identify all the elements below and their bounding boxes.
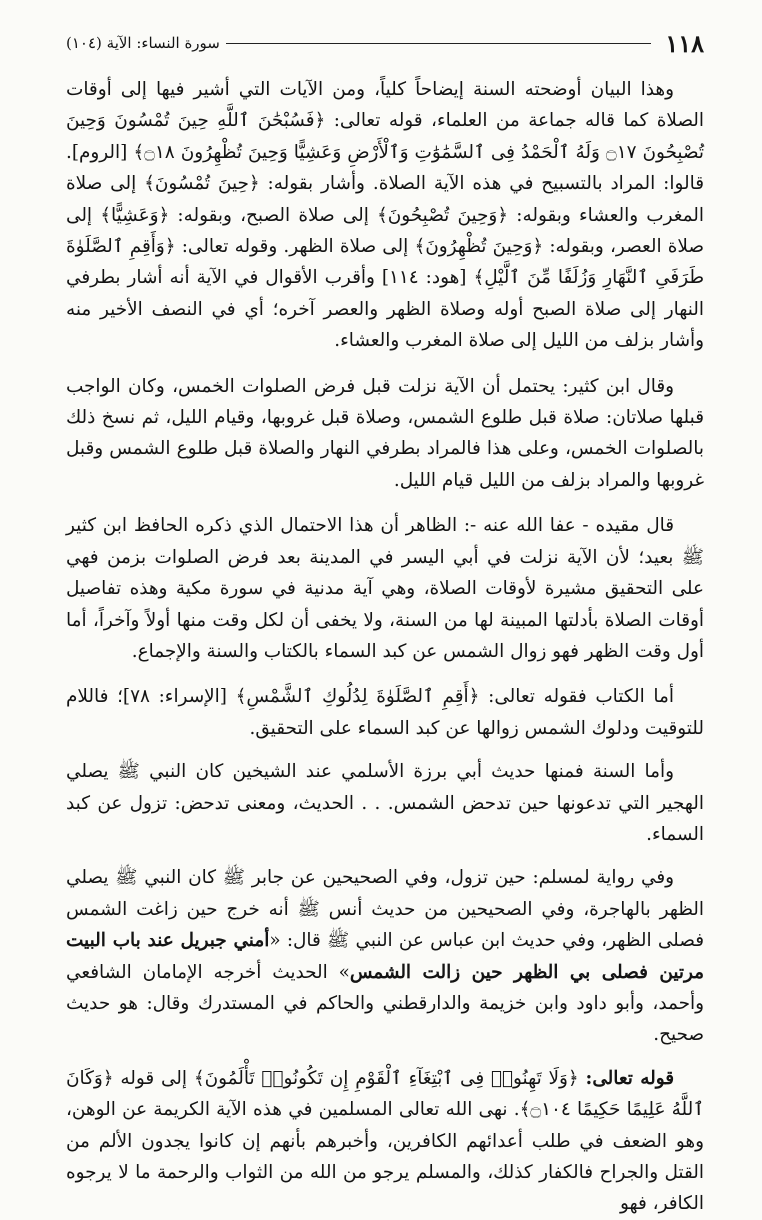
surah-title: سورة النساء: الآية (١٠٤) — [66, 34, 220, 52]
verse-commentary: ﴿وَلَا تَهِنُوا۟ فِى ٱبْتِغَآءِ ٱلْقَوْمِ إِن تَكُونُوا۟ تَأْلَمُونَ﴾ إلى قوله ﴿وَكَانَ ٱللَّهُ عَلِيمًا حَكِيمًا ۝١٠٤﴾. نهى الله تعالى المسلمين في هذه الآية الكريمة عن الوهن، وهو الضعف في طلب أعدائهم الكافرين، وأخبرهم بأنهم إن كانوا يجدون الألم من القتل والجراح فالكفار كذلك، والمسلم يرجو من الله من الثواب والرحمة ما لا يرجوه الكافر، فهو — [66, 1067, 704, 1215]
hadith-quote: أمني جبريل عند باب البيت مرتين فصلى بي الظهر حين زالت الشمس — [66, 930, 704, 983]
paragraph-quran-evidence: أما الكتاب فقوله تعالى: ﴿أَقِمِ ٱلصَّلَوٰةَ لِدُلُوكِ ٱلشَّمْسِ﴾ [الإسراء: ٧٨]؛ فاللام للتوقيت ودلوك الشمس زوالها عن كبد السماء على التحقيق. — [66, 686, 704, 739]
paragraph-muslim-narration — [66, 862, 704, 1050]
paragraph-ibn-kathir: وقال ابن كثير: يحتمل أن الآية نزلت قبل فرض الصلوات الخمس، وكان الواجب قبلها صلاتان: صلاة قبل طلوع الشمس، وصلاة قبل غروبها، وقيام الليل، ثم نسخ ذلك بالصلوات الخمس، وعلى هذا فالمراد بطرفي النهار والصلاة قبل طلوع الشمس وقبل غروبها والمراد بزلف من الليل قيام الليل. — [66, 375, 704, 491]
paragraph-author-comment: قال مقيده - عفا الله عنه -: الظاهر أن هذا الاحتمال الذي ذكره الحافظ ابن كثير ﷺ بعيد؛ لأن الآية نزلت في أبي اليسر في المدينة بعد فرض الصلوات بزمن فهي على التحقيق مشيرة لأوقات الصلاة، وهي آية مدنية في سورة مكية وهذه تفاصيل أوقات الصلاة بأدلتها المبينة لها من السنة، ولا يخفى أن لكل وقت منها أولاً وآخراً، أما أول وقت الظهر فهو زوال الشمس عن كبد السماء بالكتاب والسنة والإجماع. — [66, 515, 704, 662]
body-text — [66, 74, 704, 1220]
paragraph-prayer-times: وهذا البيان أوضحته السنة إيضاحاً كلياً، ومن الآيات التي أشير فيها إلى أوقات الصلاة كما قاله جماعة من العلماء، قوله تعالى: ﴿فَسُبْحَٰنَ ٱللَّهِ حِينَ تُمْسُونَ وَحِينَ تُصْبِحُونَ ۝١٧ وَلَهُ ٱلْحَمْدُ فِى ٱلسَّمَٰوَٰتِ وَٱلْأَرْضِ وَعَشِيًّا وَحِينَ تُظْهِرُونَ ۝١٨﴾ [الروم]. قالوا: المراد بالتسبيح في هذه الآية الصلاة. وأشار بقوله: ﴿حِينَ تُمْسُونَ﴾ إلى صلاة المغرب والعشاء وبقوله: ﴿وَحِينَ تُصْبِحُونَ﴾ إلى صلاة الصبح، وبقوله: ﴿وَعَشِيًّا﴾ إلى صلاة العصر، وبقوله: ﴿وَحِينَ تُظْهِرُونَ﴾ إلى صلاة الظهر. وقوله تعالى: ﴿وَأَقِمِ ٱلصَّلَوٰةَ طَرَفَىِ ٱلنَّهَارِ وَزُلَفًا مِّنَ ٱلَّيْلِ﴾ [هود: ١١٤] وأقرب الأقوال في الآية أنه أشار بطرفي النهار إلى صلاة الصبح أوله وصلاة الظهر والعصر آخره؛ أي في النصف الأخير منه وأشار بزلف من الليل إلى صلاة المغرب والعشاء. — [66, 79, 704, 352]
paragraph-sunnah-evidence: وأما السنة فمنها حديث أبي برزة الأسلمي عند الشيخين كان النبي ﷺ يصلي الهجير التي تدعونها حين تدحض الشمس. . . الحديث، ومعنى تدحض: تزول عن كبد السماء. — [66, 761, 704, 845]
narration-text-before: وفي رواية لمسلم: حين تزول، وفي الصحيحين عن جابر ﷺ كان النبي ﷺ يصلي الظهر بالهاجرة، وفي الصحيحين من حديث أنس ﷺ أنه خرج حين زاغت الشمس فصلى الظهر، وفي حديث ابن عباس عن النبي ﷺ قال: « — [66, 867, 704, 952]
verse-heading: قوله تعالى: — [585, 1067, 674, 1089]
running-header — [66, 28, 704, 58]
page-number: ١١٨ — [665, 28, 704, 58]
narration-text-after: » الحديث أخرجه الإمامان الشافعي وأحمد، وأبو داود وابن خزيمة والدارقطني والحاكم في المستدرك وقال: هو حديث صحيح. — [66, 961, 704, 1046]
header-rule — [226, 43, 651, 44]
paragraph-verse-104 — [66, 1063, 704, 1220]
